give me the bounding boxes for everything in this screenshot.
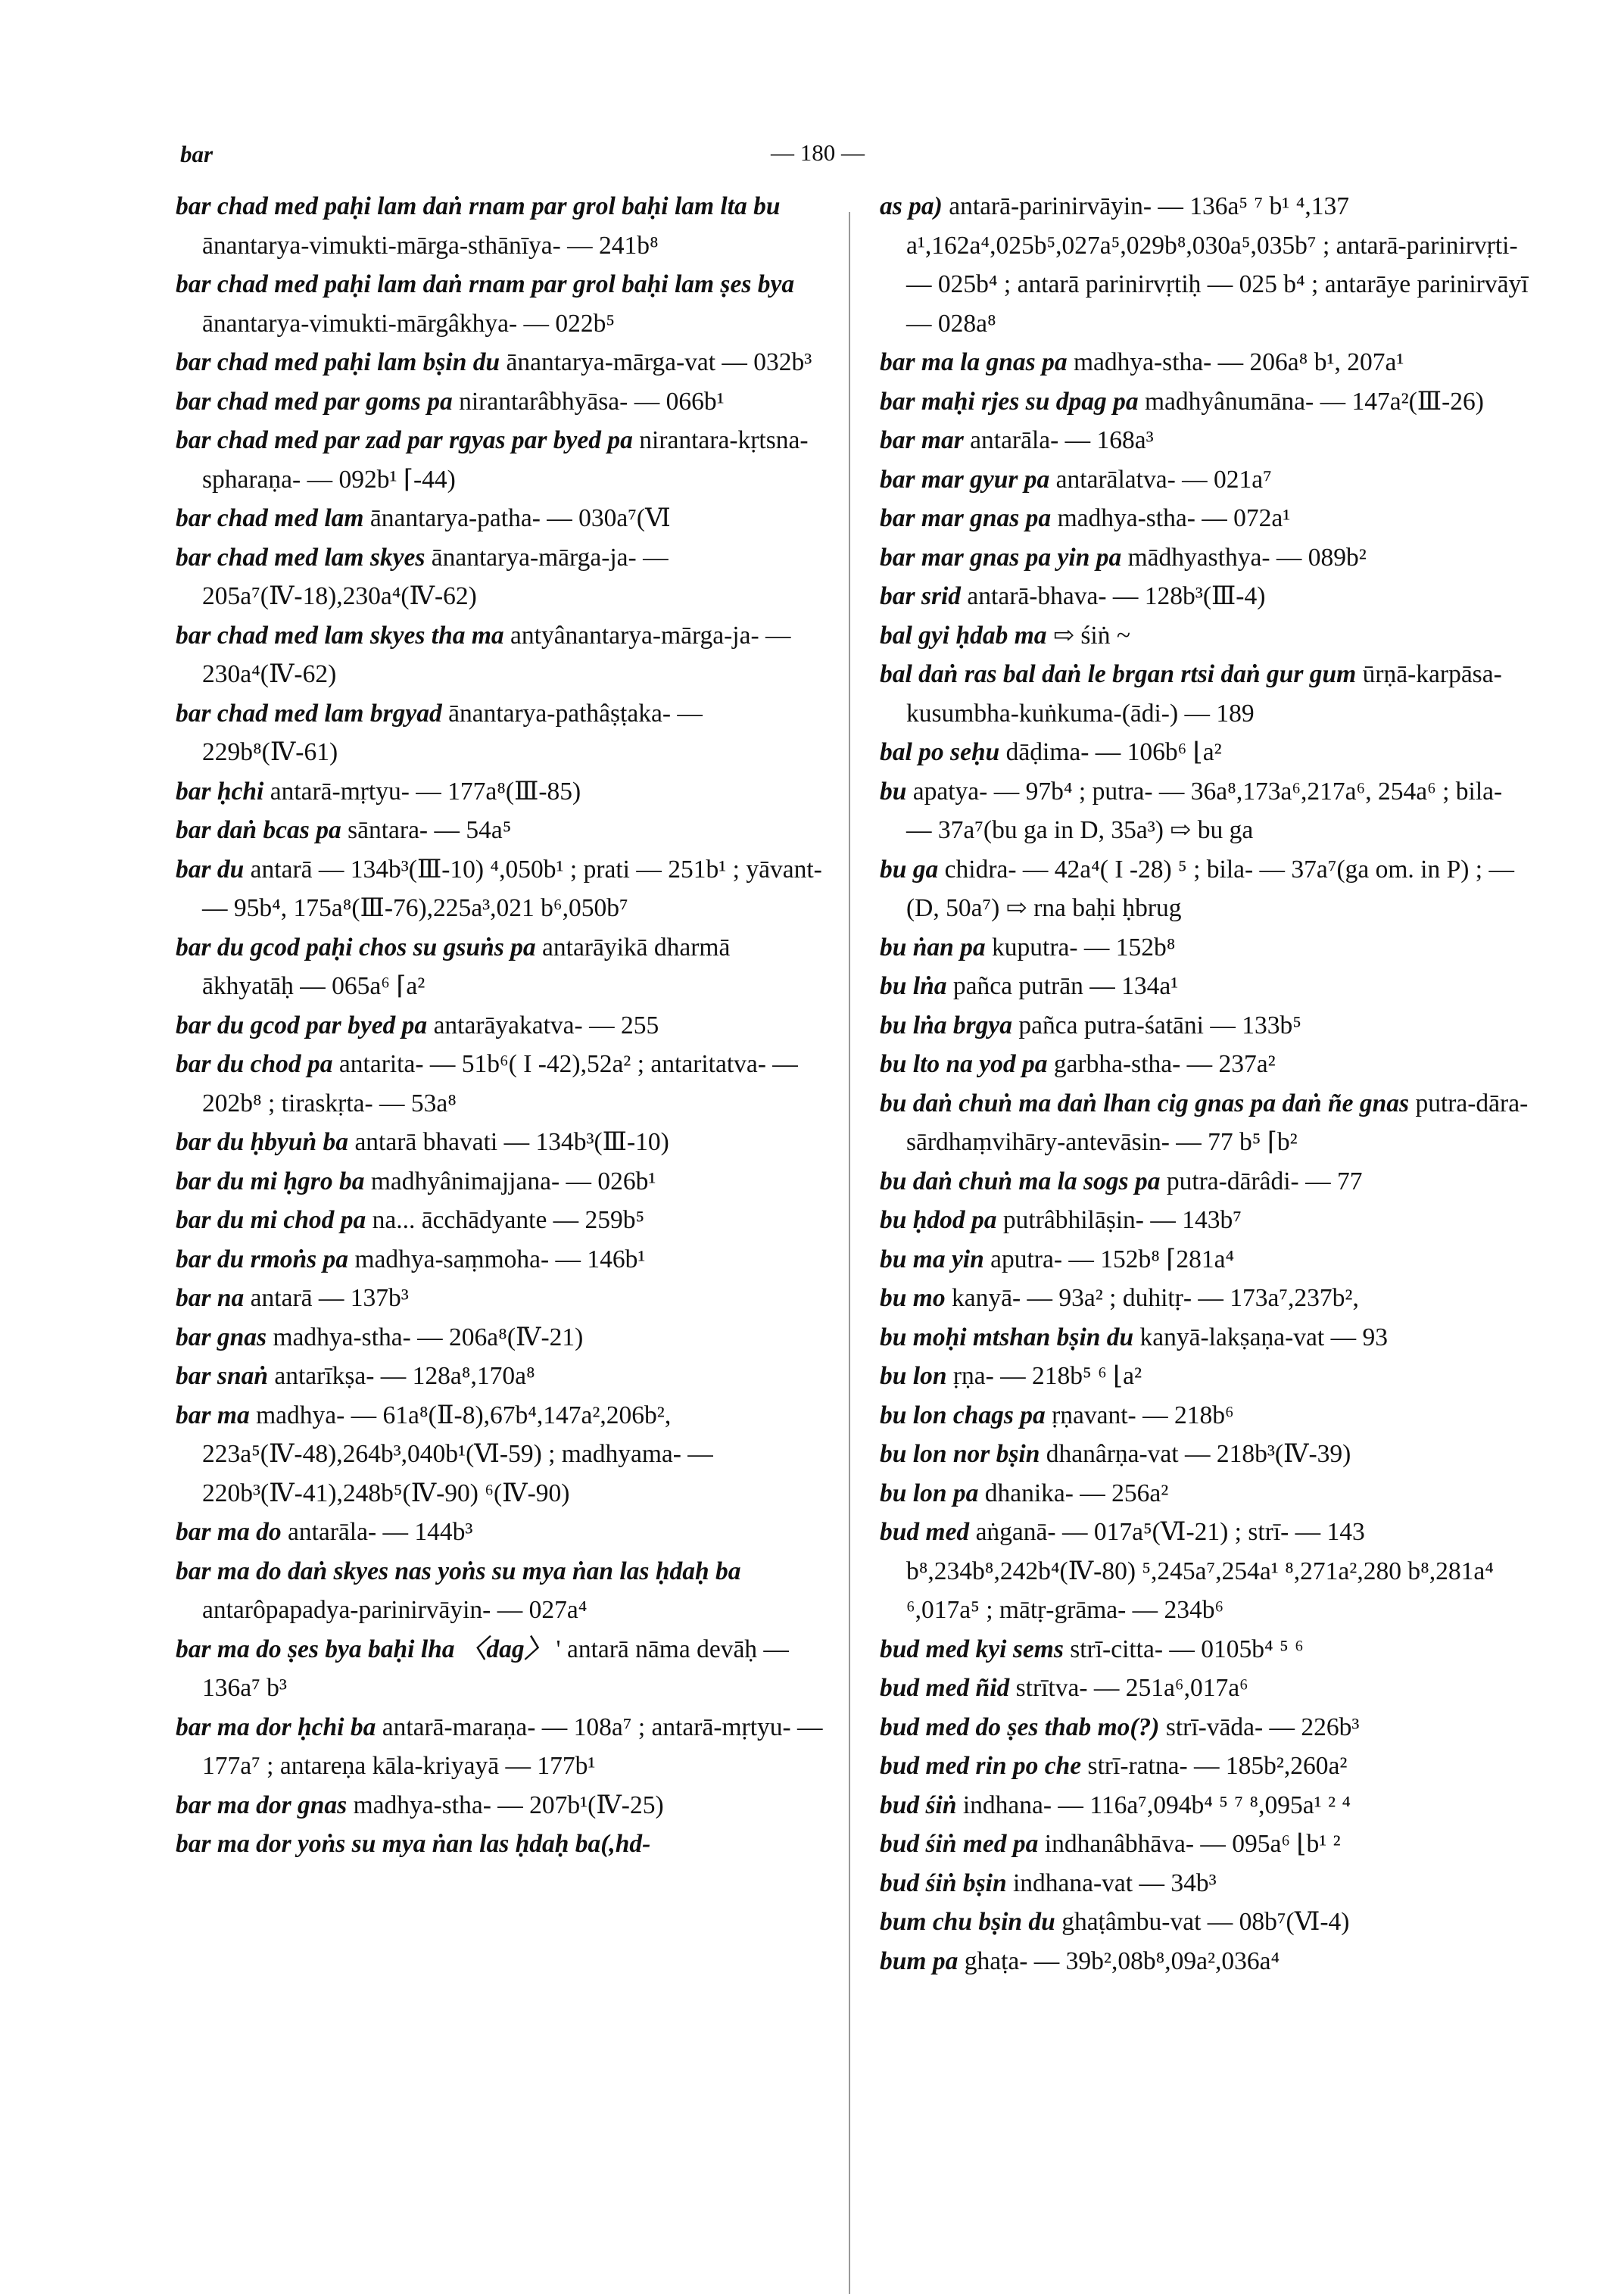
entry-headword: bar mar gnas pa <box>880 504 1052 532</box>
page-number: — 180 — <box>771 139 865 166</box>
dictionary-entry <box>880 850 1531 928</box>
entry-headword: bar ma dor ḥchi ba <box>176 1713 376 1741</box>
entry-headword: bar chad med lam skyes <box>176 543 425 572</box>
dictionary-entry <box>176 1630 823 1708</box>
entry-headword: bu lon chags pa <box>880 1401 1046 1429</box>
entry-headword: bar chad med paḥi lam daṅ rnam par grol baḥi lam ṣes bya <box>176 270 795 298</box>
entry-headword: bar du <box>176 855 245 884</box>
entry-definition: madhyânimajjana- — 026b¹ <box>364 1167 656 1195</box>
entry-headword: bal daṅ ras bal daṅ le brgan rtsi daṅ gur gum <box>880 660 1357 688</box>
dictionary-entry <box>176 1825 823 1864</box>
dictionary-entry <box>880 499 1531 538</box>
dictionary-entry <box>880 382 1531 422</box>
entry-definition: indhana-vat — 34b³ <box>1006 1869 1217 1897</box>
entry-headword: bu lṅa brgya <box>880 1011 1012 1039</box>
right-column <box>880 187 1531 1981</box>
entry-definition: antarā — 137b³ <box>244 1284 409 1312</box>
entry-definition: ⇨ śiṅ ~ <box>1046 621 1130 650</box>
entry-definition: antyânantarya-mārga-ja- — 230a⁴(Ⅳ-62) <box>202 621 791 688</box>
dictionary-entry <box>176 928 823 1006</box>
dictionary-entry <box>880 421 1531 460</box>
entry-definition: antarālatva- — 021a⁷ <box>1049 465 1272 494</box>
entry-headword: bud śiṅ <box>880 1791 957 1819</box>
entry-headword: bum chu bṣin du <box>880 1908 1055 1936</box>
dictionary-entry <box>176 382 823 422</box>
entry-headword: bar ma do daṅ skyes nas yoṅs su mya ṅan las ḥdaḥ ba <box>176 1557 741 1585</box>
dictionary-entry <box>880 1006 1531 1046</box>
dictionary-entry <box>176 538 823 616</box>
entry-definition: antarā-bhava- — 128b³(Ⅲ-4) <box>961 582 1266 610</box>
dictionary-entry <box>176 1357 823 1396</box>
dictionary-entry <box>176 1786 823 1825</box>
dictionary-entry <box>176 1513 823 1552</box>
dictionary-entry <box>176 1708 823 1786</box>
entry-definition: antarita- — 51b⁶( I -42),52a² ; antaritatva- — 202b⁸ ; tiraskṛta- — 53a⁸ <box>202 1050 798 1117</box>
dictionary-entry <box>176 772 823 812</box>
entry-definition: ūrṇā-karpāsa-kusumbha-kuṅkuma-(ādi-) — 189 <box>906 660 1502 728</box>
dictionary-entry <box>176 616 823 694</box>
entry-definition: antarāla- — 168a³ <box>963 426 1154 454</box>
dictionary-entry <box>176 187 823 265</box>
entry-definition: antarā-mṛtyu- — 177a⁸(Ⅲ-85) <box>263 777 581 806</box>
entry-definition: madhya- — 61a⁸(Ⅱ-8),67b⁴,147a²,206b², 223a⁵(Ⅳ-48),264b³,040b¹(Ⅵ-59) ; madhyama- — 220b³(Ⅳ-41),248b⁵(Ⅳ-90) ⁶(Ⅳ-90) <box>202 1401 713 1507</box>
entry-headword: bud med kyi sems <box>880 1635 1064 1663</box>
dictionary-entry <box>880 1084 1531 1162</box>
dictionary-entry <box>176 343 823 382</box>
entry-headword: bud med ñid <box>880 1674 1010 1702</box>
entry-headword: bal po seḥu <box>880 738 1000 766</box>
entry-definition: garbha-stha- — 237a² <box>1047 1050 1276 1078</box>
entry-headword: bar ma la gnas pa <box>880 348 1068 376</box>
entry-definition: antarā bhavati — 134b³(Ⅲ-10) <box>348 1128 669 1156</box>
entry-definition: dāḍima- — 106b⁶ ⌊a² <box>999 738 1222 766</box>
entry-headword: bar daṅ bcas pa <box>176 816 341 844</box>
entry-definition: ' antarā nāma devāḥ — 136a⁷ b³ <box>202 1635 789 1702</box>
dictionary-entry <box>176 1162 823 1202</box>
entry-headword: bu lon nor bṣin <box>880 1440 1040 1468</box>
entry-headword: bar ḥchi <box>176 777 264 806</box>
entry-definition: antarā-maraṇa- — 108a⁷ ; antarā-mṛtyu- — 177a⁷ ; antareṇa kāla-kriyayā — 177b¹ <box>202 1713 823 1780</box>
entry-definition: aṅganā- — 017a⁵(Ⅵ-21) ; strī- — 143 b⁸,234b⁸,242b⁴(Ⅳ-80) ⁵,245a⁷,254a¹ ⁸,271a²,280 b⁸,281a⁴ ⁶,017a⁵ ; mātṛ-grāma- — 234b⁶ <box>906 1518 1494 1624</box>
entry-headword: bar chad med par zad par rgyas par byed pa <box>176 426 633 454</box>
dictionary-entry <box>176 1201 823 1240</box>
entry-definition: na... ācchādyante — 259b⁵ <box>366 1206 645 1234</box>
entry-headword: bar gnas <box>176 1323 267 1351</box>
entry-headword: bar ma dor yoṅs su mya ṅan las ḥdaḥ ba(,hd- <box>176 1830 651 1858</box>
entry-definition: dhanika- — 256a² <box>978 1479 1169 1507</box>
entry-headword: bar mar gyur pa <box>880 465 1050 494</box>
dictionary-entry <box>880 1357 1531 1396</box>
dictionary-entry <box>176 1045 823 1123</box>
dictionary-entry <box>880 655 1531 733</box>
entry-definition: ānantarya-vimukti-mārgâkhya- — 022b⁵ <box>202 309 616 338</box>
entry-definition: pañca putrān — 134a¹ <box>946 972 1179 1000</box>
entry-headword: bar du rmoṅs pa <box>176 1245 349 1273</box>
entry-headword: bar du mi ḥgro ba <box>176 1167 365 1195</box>
entry-headword: bar du gcod paḥi chos su gsuṅs pa <box>176 933 536 962</box>
entry-definition: putra-dārâdi- — 77 <box>1160 1167 1363 1195</box>
entry-headword: bar chad med paḥi lam bṣin du <box>176 348 500 376</box>
entry-headword: bud med do ṣes thab mo(?) <box>880 1713 1160 1741</box>
entry-definition: nirantarâbhyāsa- — 066b¹ <box>452 387 725 416</box>
dictionary-entry <box>880 1669 1531 1708</box>
entry-headword: bud śiṅ med pa <box>880 1830 1039 1858</box>
dictionary-entry <box>880 1162 1531 1202</box>
entry-headword: bar mar <box>880 426 964 454</box>
entry-definition: antarāla- — 144b³ <box>281 1518 473 1546</box>
entry-headword: bu lṅa <box>880 972 947 1000</box>
entry-definition: ṛṇavant- — 218b⁶ <box>1045 1401 1234 1429</box>
entry-headword: bu daṅ chuṅ ma daṅ lhan cig gnas pa daṅ ñe gnas <box>880 1089 1410 1117</box>
entry-headword: bud med <box>880 1518 970 1546</box>
entry-headword: bu ḥdod pa <box>880 1206 997 1234</box>
dictionary-entry <box>176 499 823 538</box>
dictionary-entry <box>880 1279 1531 1318</box>
dictionary-entry <box>176 1552 823 1630</box>
dictionary-entry <box>176 1396 823 1513</box>
entry-headword: bum pa <box>880 1946 959 1975</box>
entry-definition: kanyā-lakṣaṇa-vat — 93 <box>1133 1323 1388 1351</box>
entry-headword: bar du chod pa <box>176 1050 333 1078</box>
dictionary-entry <box>880 577 1531 616</box>
entry-definition: strī-citta- — 0105b⁴ ⁵ ⁶ <box>1063 1635 1304 1663</box>
entry-headword: bar srid <box>880 582 962 610</box>
entry-definition: ānantarya-mārga-vat — 032b³ <box>500 348 812 376</box>
dictionary-entry <box>880 733 1531 772</box>
dictionary-entry <box>880 772 1531 850</box>
dictionary-entry <box>880 1630 1531 1669</box>
entry-headword: bal gyi ḥdab ma <box>880 621 1047 650</box>
dictionary-entry <box>880 616 1531 656</box>
entry-definition: madhyânumāna- — 147a²(Ⅲ-26) <box>1138 387 1484 416</box>
entry-definition: madhya-stha- — 207b¹(Ⅳ-25) <box>347 1791 664 1819</box>
dictionary-entry <box>880 343 1531 382</box>
dictionary-entry <box>880 1513 1531 1630</box>
entry-headword: bu <box>880 777 907 806</box>
entry-definition: ānantarya-pathâṣṭaka- — 229b⁸(Ⅳ-61) <box>202 699 703 766</box>
entry-headword: bu ṅan pa <box>880 933 986 962</box>
entry-definition: strī-ratna- — 185b²,260a² <box>1081 1752 1348 1780</box>
entry-definition: indhanâbhāva- — 095a⁶ ⌊b¹ ² <box>1038 1830 1341 1858</box>
dictionary-entry <box>176 1123 823 1162</box>
dictionary-entry <box>176 694 823 772</box>
entry-definition: apatya- — 97b⁴ ; putra- — 36a⁸,173a⁶,217a⁶, 254a⁶ ; bila- — 37a⁷(bu ga in D, 35a³) ⇨ bu ga <box>906 777 1503 844</box>
entry-headword: bu ga <box>880 855 939 884</box>
dictionary-entry <box>880 1864 1531 1903</box>
dictionary-entry <box>880 1318 1531 1357</box>
entry-definition: madhya-stha- — 206a⁸ b¹, 207a¹ <box>1067 348 1404 376</box>
dictionary-entry <box>176 811 823 850</box>
entry-headword: as pa) <box>880 192 943 220</box>
entry-definition: mādhyasthya- — 089b² <box>1121 543 1367 572</box>
entry-headword: bu lto na yod pa <box>880 1050 1048 1078</box>
entry-definition: chidra- — 42a⁴( I -28) ⁵ ; bila- — 37a⁷(ga om. in P) ; — (D, 50a⁷) ⇨ rna baḥi ḥbrug <box>906 855 1514 922</box>
dictionary-entry <box>880 538 1531 578</box>
entry-headword: bu moḥi mtshan bṣin du <box>880 1323 1134 1351</box>
dictionary-entry <box>880 187 1531 343</box>
entry-definition: madhya-saṃmoha- — 146b¹ <box>348 1245 646 1273</box>
entry-headword: bu lon pa <box>880 1479 979 1507</box>
entry-headword: bu ma yin <box>880 1245 984 1273</box>
entry-definition: sāntara- — 54a⁵ <box>341 816 512 844</box>
dictionary-entry <box>880 967 1531 1006</box>
entry-headword: bar chad med paḥi lam daṅ rnam par grol baḥi lam lta bu <box>176 192 781 220</box>
entry-definition: antarāyikā dharmā ākhyatāḥ — 065a⁶ ⌈a² <box>202 933 731 1000</box>
dictionary-entry <box>880 1708 1531 1747</box>
dictionary-entry <box>880 1474 1531 1513</box>
dictionary-entry <box>880 1825 1531 1864</box>
left-column <box>176 187 823 1864</box>
entry-headword: bar ma do <box>176 1518 282 1546</box>
entry-definition: putra-dāra-sārdhaṃvihāry-antevāsin- — 77 b⁵ ⌈b² <box>906 1089 1529 1156</box>
entry-definition: dhanârṇa-vat — 218b³(Ⅳ-39) <box>1040 1440 1351 1468</box>
dictionary-entry <box>176 850 823 928</box>
dictionary-entry <box>880 1396 1531 1435</box>
entry-definition: putrâbhilāṣin- — 143b⁷ <box>996 1206 1242 1234</box>
entry-definition: kuputra- — 152b⁸ <box>985 933 1176 962</box>
dictionary-entry <box>880 1942 1531 1981</box>
entry-headword: bar mar gnas pa yin pa <box>880 543 1122 572</box>
entry-definition: antarā-parinirvāyin- — 136a⁵ ⁷ b¹ ⁴,137 a¹,162a⁴,025b⁵,027a⁵,029b⁸,030a⁵,035b⁷ ; antarā-parinirvṛti- — 025b⁴ ; antarā parinirvṛtiḥ — 025 b⁴ ; antarāye parinirvāyī — 028a⁸ <box>906 192 1529 338</box>
dictionary-entry <box>880 1786 1531 1825</box>
entry-definition: kanyā- — 93a² ; duhitṛ- — 173a⁷,237b², <box>945 1284 1359 1312</box>
entry-headword: bar na <box>176 1284 245 1312</box>
entry-definition: antarā — 134b³(Ⅲ-10) ⁴,050b¹ ; prati — 251b¹ ; yāvant- — 95b⁴, 175a⁸(Ⅲ-76),225a³,021 b⁶,050b⁷ <box>202 855 822 922</box>
entry-headword: bar ma dor gnas <box>176 1791 348 1819</box>
dictionary-entry <box>176 265 823 343</box>
entry-definition: strītva- — 251a⁶,017a⁶ <box>1009 1674 1248 1702</box>
entry-definition: pañca putra-śatāni — 133b⁵ <box>1011 1011 1301 1039</box>
entry-headword: bu mo <box>880 1284 946 1312</box>
entry-headword: bu lon <box>880 1362 947 1390</box>
entry-headword: bar chad med par goms pa <box>176 387 453 416</box>
entry-headword: bar chad med lam brgyad <box>176 699 442 728</box>
dictionary-entry <box>880 1201 1531 1240</box>
entry-headword: bar chad med lam skyes tha ma <box>176 621 504 650</box>
running-head: bar <box>180 141 214 167</box>
dictionary-entry <box>880 928 1531 968</box>
entry-definition: ghaṭâmbu-vat — 08b⁷(Ⅵ-4) <box>1055 1908 1350 1936</box>
entry-headword: bar du gcod par byed pa <box>176 1011 428 1039</box>
dictionary-entry <box>880 1435 1531 1474</box>
entry-definition: ṛṇa- — 218b⁵ ⁶ ⌊a² <box>946 1362 1142 1390</box>
entry-headword: bar ma do ṣes bya baḥi lha 〈dag〉 <box>176 1635 550 1663</box>
entry-definition: ānantarya-vimukti-mārga-sthānīya- — 241b⁸ <box>202 231 659 260</box>
entry-headword: bar maḥi rjes su dpag pa <box>880 387 1139 416</box>
dictionary-entry <box>176 1240 823 1279</box>
entry-headword: bar chad med lam <box>176 504 364 532</box>
entry-headword: bar du ḥbyuṅ ba <box>176 1128 349 1156</box>
entry-definition: antarôpapadya-parinirvāyin- — 027a⁴ <box>202 1596 588 1624</box>
entry-definition: madhya-stha- — 206a⁸(Ⅳ-21) <box>267 1323 584 1351</box>
dictionary-entry <box>880 460 1531 500</box>
column-divider <box>849 212 850 2294</box>
entry-headword: bu daṅ chuṅ ma la sogs pa <box>880 1167 1161 1195</box>
entry-headword: bud śiṅ bṣin <box>880 1869 1007 1897</box>
entry-definition: antarāyakatva- — 255 <box>427 1011 659 1039</box>
entry-definition: nirantara-kṛtsna-spharaṇa- — 092b¹ ⌈-44) <box>202 426 809 494</box>
dictionary-entry <box>880 1747 1531 1786</box>
dictionary-entry <box>176 1318 823 1357</box>
dictionary-entry <box>176 1006 823 1046</box>
entry-definition: strī-vāda- — 226b³ <box>1159 1713 1360 1741</box>
entry-definition: ghaṭa- — 39b²,08b⁸,09a²,036a⁴ <box>958 1946 1280 1975</box>
entry-headword: bud med rin po che <box>880 1752 1082 1780</box>
dictionary-entry <box>176 421 823 499</box>
entry-definition: madhya-stha- — 072a¹ <box>1051 504 1291 532</box>
dictionary-entry <box>880 1903 1531 1942</box>
entry-headword: bar du mi chod pa <box>176 1206 366 1234</box>
entry-definition: ānantarya-patha- — 030a⁷(Ⅵ <box>363 504 671 532</box>
entry-definition: indhana- — 116a⁷,094b⁴ ⁵ ⁷ ⁸,095a¹ ² ⁴ <box>956 1791 1351 1819</box>
entry-definition: antarīkṣa- — 128a⁸,170a⁸ <box>267 1362 535 1390</box>
dictionary-entry <box>880 1240 1531 1279</box>
entry-headword: bar ma <box>176 1401 250 1429</box>
entry-headword: bar snaṅ <box>176 1362 268 1390</box>
entry-definition: ānantarya-mārga-ja- — 205a⁷(Ⅳ-18),230a⁴(Ⅳ-62) <box>202 543 669 610</box>
dictionary-entry <box>176 1279 823 1318</box>
dictionary-entry <box>880 1045 1531 1084</box>
entry-definition: aputra- — 152b⁸ ⌈281a⁴ <box>983 1245 1235 1273</box>
